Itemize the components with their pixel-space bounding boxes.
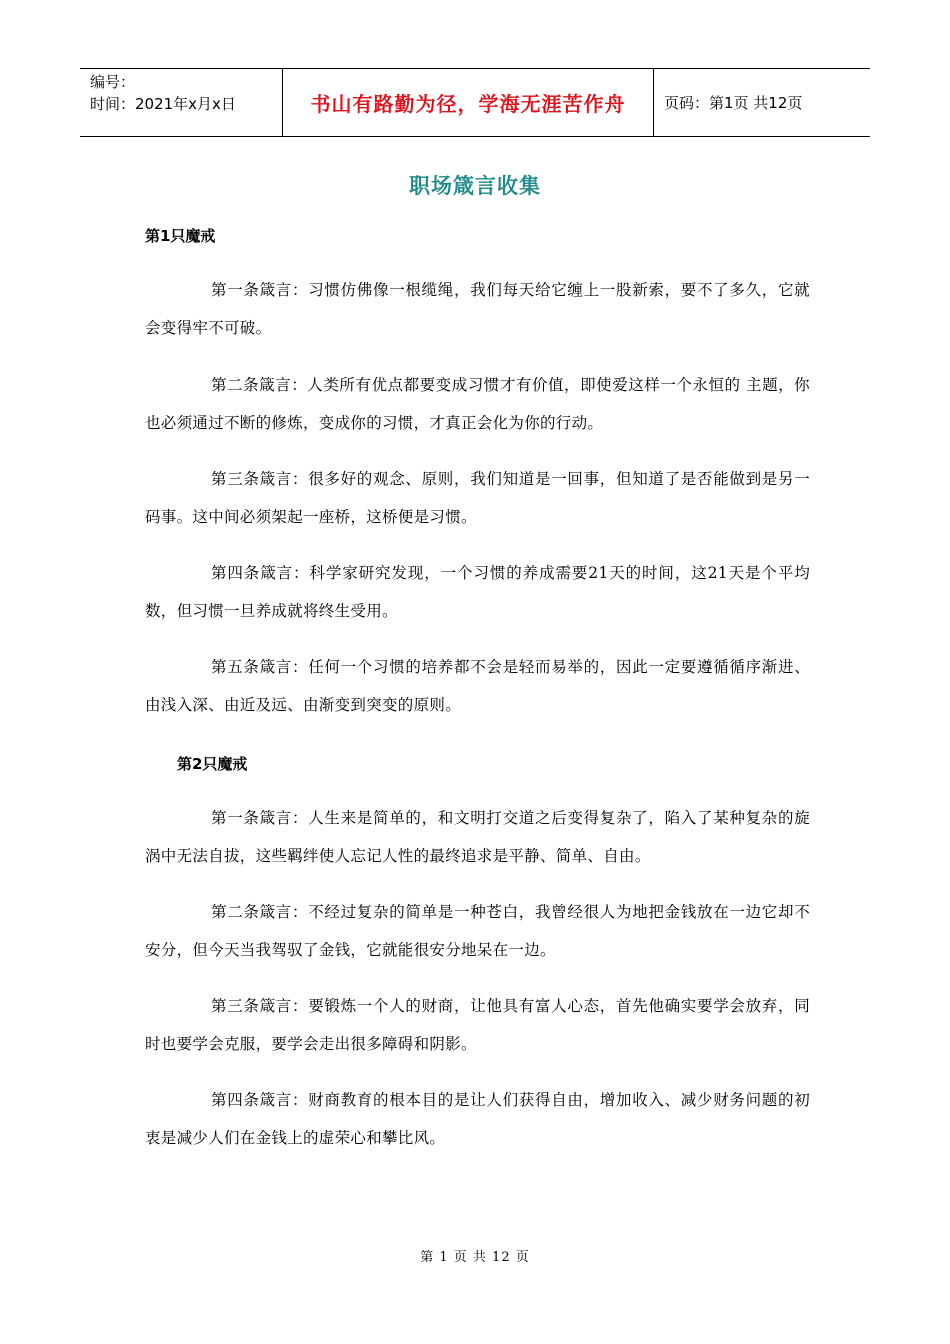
paragraph: 第三条箴言：很多好的观念、原则，我们知道是一回事，但知道了是否能做到是另一码事。这中间必须架起一座桥，这桥便是习惯。 (145, 470, 810, 526)
paragraph: 第四条箴言：财商教育的根本目的是让人们获得自由，增加收入、减少财务问题的初衷是减少人们在金钱上的虚荣心和攀比风。 (145, 1091, 810, 1147)
page-header (80, 68, 870, 137)
header-page-info-cell (654, 69, 870, 136)
section-heading-2: 第2只魔戒 (177, 755, 248, 773)
paragraph: 第一条箴言：人生来是简单的，和文明打交道之后变得复杂了，陷入了某种复杂的旋涡中无法自拔，这些羁绊使人忘记人性的最终追求是平静、简单、自由。 (145, 809, 810, 865)
header-meta (80, 69, 282, 136)
document-title: 职场箴言收集 (409, 174, 541, 198)
header-page-info: 页码：第1页 共12页 (664, 94, 803, 112)
paragraph: 第五条箴言：任何一个习惯的培养都不会是轻而易举的，因此一定要遵循循序渐进、由浅入深、由近及远、由渐变到突变的原则。 (145, 658, 810, 714)
paragraph: 第二条箴言：人类所有优点都要变成习惯才有价值，即使爱这样一个永恒的 主题，你也必须通过不断的修炼，变成你的习惯，才真正会化为你的行动。 (145, 376, 810, 432)
paragraph: 第三条箴言：要锻炼一个人的财商，让他具有富人心态，首先他确实要学会放弃，同时也要学会克服，要学会走出很多障碍和阴影。 (145, 997, 810, 1053)
paragraph: 第一条箴言：习惯仿佛像一根缆绳，我们每天给它缠上一股新索，要不了多久，它就会变得牢不可破。 (145, 281, 810, 337)
section-heading-1: 第1只魔戒 (145, 227, 216, 245)
page-footer: 第 1 页 共 12 页 (420, 1250, 530, 1265)
number-label: 编号： (90, 73, 136, 91)
time-label: 时间：2021年x月x日 (90, 95, 236, 113)
paragraph: 第二条箴言：不经过复杂的简单是一种苍白，我曾经很人为地把金钱放在一边它却不安分，但今天当我驾驭了金钱，它就能很安分地呆在一边。 (145, 903, 810, 959)
header-motto: 书山有路勤为径，学海无涯苦作舟 (310, 92, 626, 116)
header-motto-cell (282, 69, 654, 136)
paragraph: 第四条箴言：科学家研究发现，一个习惯的养成需要21天的时间，这21天是个平均数，但习惯一旦养成就将终生受用。 (145, 564, 810, 620)
